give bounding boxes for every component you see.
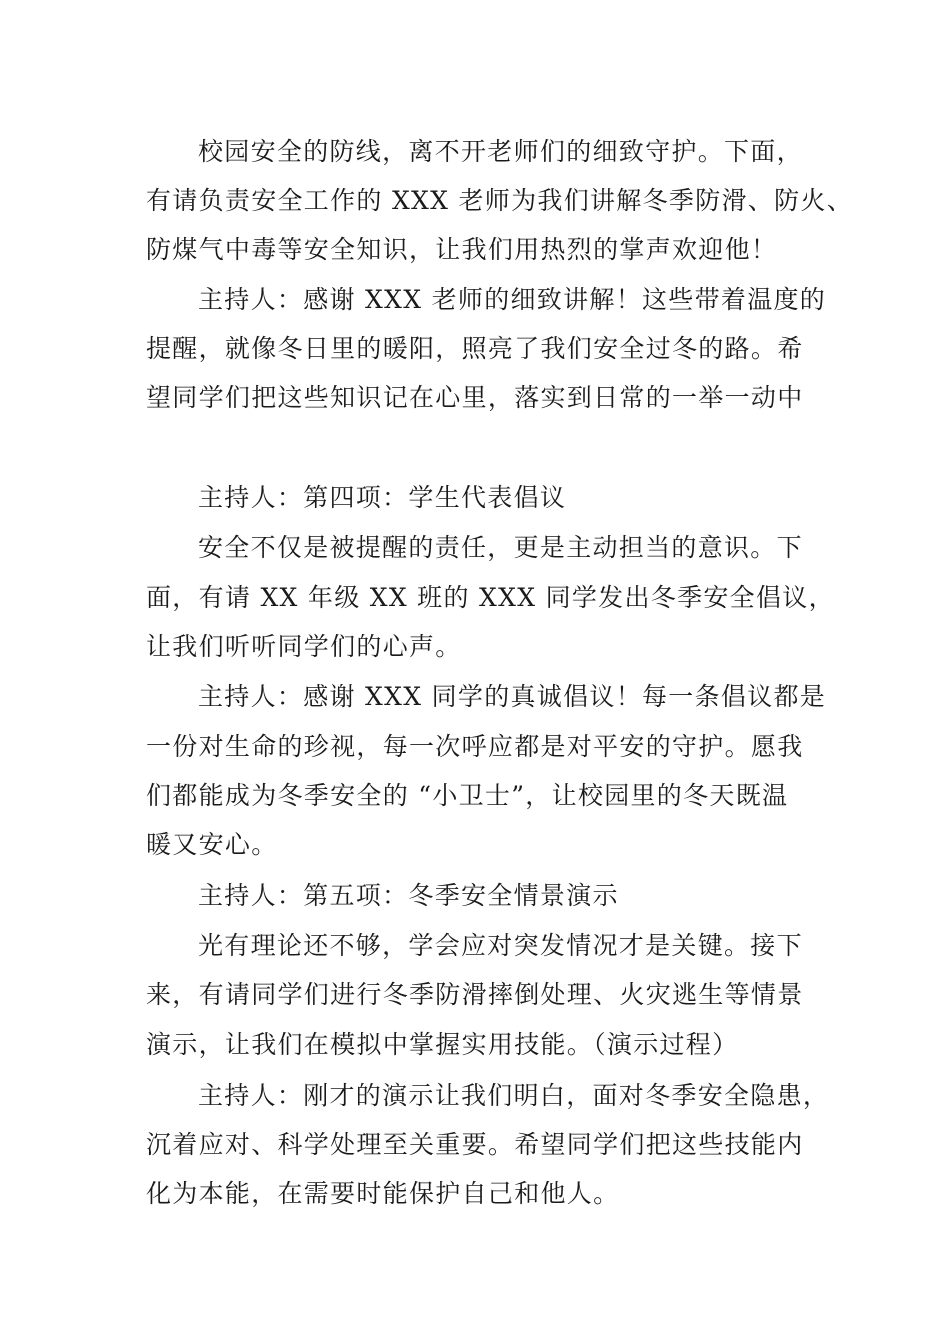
text-line: 提醒，就像冬日里的暖阳，照亮了我们安全过冬的路。希 bbox=[146, 334, 804, 363]
text-line: 演示，让我们在模拟中掌握实用技能。（演示过程） bbox=[146, 1030, 739, 1059]
text-line: 一份对生命的珍视，每一次呼应都是对平安的守护。愿我 bbox=[146, 732, 804, 761]
text-line: 让我们听听同学们的心声。 bbox=[146, 632, 462, 661]
text-line: 沉着应对、科学处理至关重要。希望同学们把这些技能内 bbox=[146, 1130, 804, 1159]
text-line: 们都能成为冬季安全的 “小卫士”，让校园里的冬天既温 bbox=[146, 781, 789, 810]
text-line: 面，有请 XX 年级 XX 班的 XXX 同学发出冬季安全倡议， bbox=[146, 583, 835, 612]
text-line: 安全不仅是被提醒的责任，更是主动担当的意识。下 bbox=[198, 533, 803, 562]
text-line: 防煤气中毒等安全知识，让我们用热烈的掌声欢迎他！ bbox=[146, 235, 778, 264]
text-line: 有请负责安全工作的 XXX 老师为我们讲解冬季防滑、防火、 bbox=[146, 186, 853, 215]
text-line: 主持人：感谢 XXX 同学的真诚倡议！每一条倡议都是 bbox=[198, 682, 827, 711]
text-line: 主持人：刚才的演示让我们明白，面对冬季安全隐患， bbox=[198, 1081, 830, 1110]
text-line: 校园安全的防线，离不开老师们的细致守护。下面， bbox=[198, 137, 803, 166]
text-line: 来，有请同学们进行冬季防滑摔倒处理、火灾逃生等情景 bbox=[146, 980, 804, 1009]
text-line: 光有理论还不够，学会应对突发情况才是关键。接下 bbox=[198, 931, 803, 960]
section-heading: 主持人：第五项：冬季安全情景演示 bbox=[198, 881, 619, 910]
text-line: 主持人：感谢 XXX 老师的细致讲解！这些带着温度的 bbox=[198, 285, 827, 314]
text-line: 望同学们把这些知识记在心里，落实到日常的一举一动中 bbox=[146, 383, 804, 412]
text-line: 暖又安心。 bbox=[146, 830, 278, 859]
text-line: 化为本能，在需要时能保护自己和他人。 bbox=[146, 1179, 620, 1208]
section-heading: 主持人：第四项：学生代表倡议 bbox=[198, 483, 567, 512]
